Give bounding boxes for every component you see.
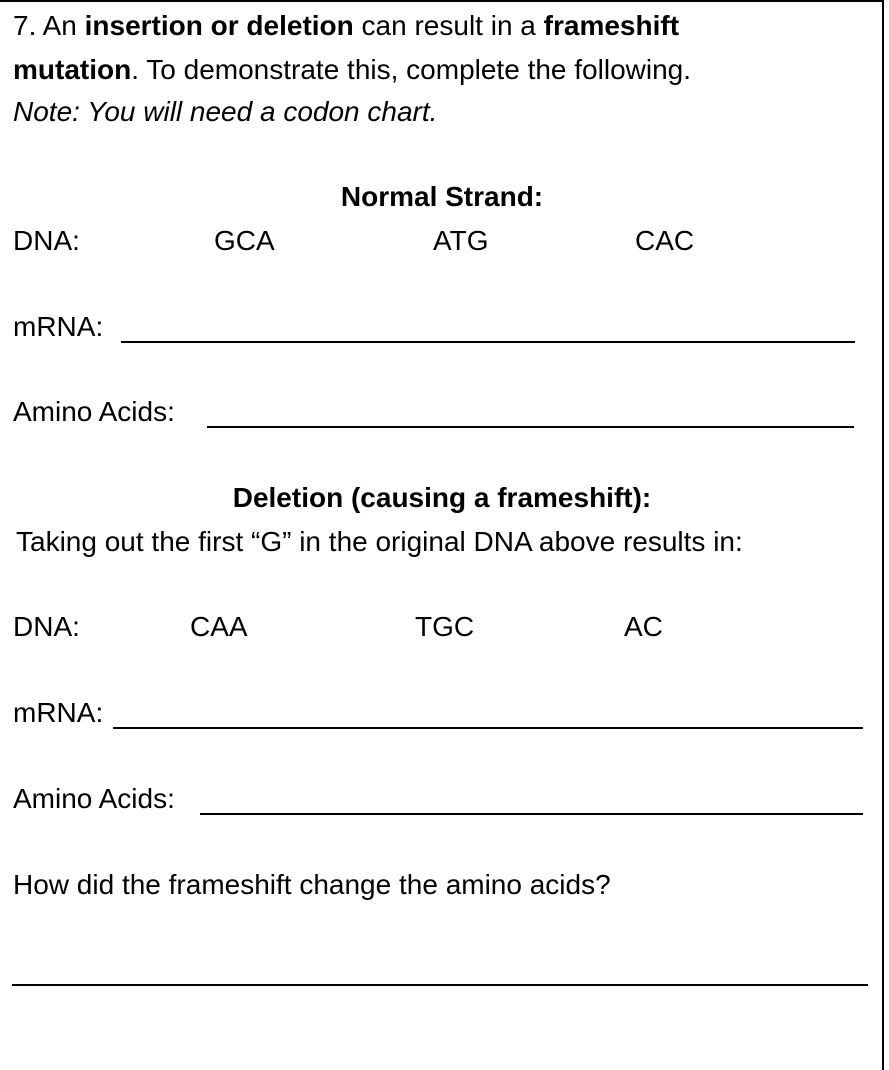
term-frameshift: frameshift <box>543 10 680 41</box>
normal-dna-label: DNA: <box>13 225 80 256</box>
deletion-explanation: Taking out the first “G” in the original DNA above results in: <box>16 526 743 557</box>
deletion-mrna-answer-line[interactable] <box>113 727 863 729</box>
term-mutation: mutation <box>13 54 132 85</box>
normal-codon-1: GCA <box>214 225 275 256</box>
question-intro-2: can result in a <box>361 10 536 41</box>
deletion-dna-label: DNA: <box>13 611 80 642</box>
question-intro-1: An <box>42 10 77 41</box>
normal-strand-heading: Normal Strand: <box>340 181 544 212</box>
followup-answer-line[interactable] <box>12 984 868 986</box>
question-line-2 <box>13 53 691 87</box>
followup-question: How did the frameshift change the amino acids? <box>13 869 611 900</box>
deletion-amino-answer-line[interactable] <box>200 813 863 815</box>
deletion-codon-1: CAA <box>190 611 248 642</box>
deletion-amino-label: Amino Acids: <box>13 783 175 814</box>
normal-codon-2: ATG <box>433 225 489 256</box>
question-intro-3: . To demonstrate this, complete the following. <box>131 54 691 85</box>
question-number: 7. <box>13 10 37 41</box>
deletion-mrna-label: mRNA: <box>13 697 104 728</box>
normal-amino-label: Amino Acids: <box>13 396 175 427</box>
normal-mrna-label: mRNA: <box>13 311 104 342</box>
codon-chart-note: Note: You will need a codon chart. <box>13 96 438 127</box>
normal-codon-3: CAC <box>635 225 695 256</box>
question-line-1 <box>13 9 679 43</box>
term-insertion-deletion: insertion or deletion <box>84 10 354 41</box>
deletion-heading: Deletion (causing a frameshift): <box>232 482 652 513</box>
normal-amino-answer-line[interactable] <box>207 426 854 428</box>
deletion-codon-2: TGC <box>415 611 475 642</box>
normal-mrna-answer-line[interactable] <box>121 341 855 343</box>
deletion-codon-3: AC <box>624 611 663 642</box>
